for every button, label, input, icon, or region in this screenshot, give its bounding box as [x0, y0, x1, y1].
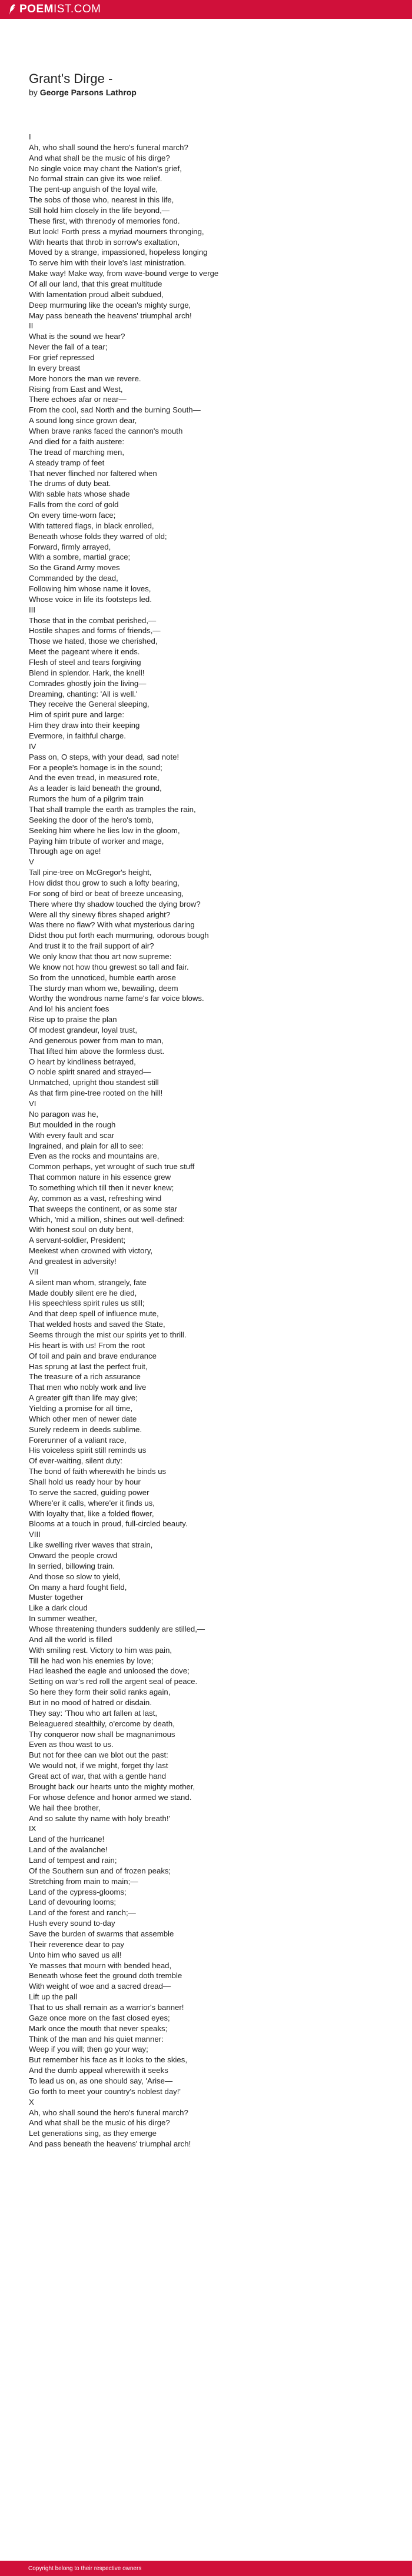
poem-line: These first, with threnody of memories fond.	[29, 216, 180, 225]
poem-line: Of toil and pain and brave endurance	[29, 1351, 157, 1360]
poem-line: With hearts that throb in sorrow's exaltation,	[29, 237, 180, 247]
poem-line: They say: 'Thou who art fallen at last,	[29, 1708, 158, 1718]
poem-line: With every fault and scar	[29, 1130, 115, 1140]
poem-line: Meet the pageant where it ends.	[29, 647, 140, 657]
poem-line: More honors the man we revere.	[29, 374, 141, 383]
poem-line: No paragon was he,	[29, 1109, 99, 1119]
poem-line: The pent-up anguish of the loyal wife,	[29, 185, 158, 194]
poem-line: And greatest in adversity!	[29, 1256, 117, 1266]
poem-line: So here they form their solid ranks again,	[29, 1688, 171, 1697]
poem-line: VI	[29, 1099, 36, 1109]
poem-line: But not for thee can we blot out the past:	[29, 1750, 168, 1760]
poem-line: Land of the forest and ranch;—	[29, 1908, 136, 1918]
poem-line: Didst thou put forth each murmuring, odorous bough	[29, 931, 209, 940]
poem-line: IV	[29, 741, 36, 751]
poem-line: And the dumb appeal wherewith it seeks	[29, 2066, 168, 2075]
poem-line: A steady tramp of feet	[29, 458, 105, 467]
poem-line: Land of the cypress-glooms;	[29, 1887, 127, 1896]
poem-line: Shall hold us ready hour by hour	[29, 1477, 141, 1486]
poem-line: Beleaguered stealthily, o'ercome by death,	[29, 1719, 175, 1728]
poem-line: On every time-worn face;	[29, 510, 116, 520]
poem-line: With honest soul on duty bent,	[29, 1225, 134, 1234]
poem-line: Him they draw into their keeping	[29, 721, 140, 730]
poem-line: And that deep spell of influence mute,	[29, 1309, 159, 1319]
poem-line: Beneath whose feet the ground doth tremble	[29, 1971, 182, 1981]
poem-line: Land of tempest and rain;	[29, 1855, 117, 1865]
poem-line: And generous power from man to man,	[29, 1036, 164, 1045]
logo-light-text: IST.COM	[53, 3, 101, 15]
poem-line: Meekest when crowned with victory,	[29, 1246, 153, 1256]
poem-line: In every breast	[29, 363, 81, 372]
poem-line: IX	[29, 1824, 36, 1833]
poem-line: We only know that thou art now supreme:	[29, 952, 172, 961]
poem-line: Through age on age!	[29, 847, 101, 856]
poem-line: Rumors the hum of a pilgrim train	[29, 794, 144, 804]
poem-title: Grant's Dirge -	[29, 71, 113, 86]
site-logo[interactable]	[8, 4, 101, 15]
poem-line: Of modest grandeur, loyal trust,	[29, 1026, 137, 1035]
poem-line: That to us shall remain as a warrior's banner!	[29, 2002, 184, 2012]
poem-line: The bond of faith wherewith he binds us	[29, 1467, 167, 1476]
poem-line: Ye masses that mourn with bended head,	[29, 1961, 172, 1970]
poem-line: Stretching from main to main;—	[29, 1876, 138, 1886]
poem-line: Which other men of newer date	[29, 1414, 137, 1423]
poem-line: In serried, billowing train.	[29, 1561, 115, 1570]
poem-line: Were all thy sinewy fibres shaped aright?	[29, 910, 171, 919]
poem-line: Mark once the mouth that never speaks;	[29, 2023, 168, 2033]
poem-line: Yielding a promise for all time,	[29, 1403, 133, 1413]
poem-line: A servant-soldier, President;	[29, 1236, 126, 1245]
poem-line: His heart is with us! From the root	[29, 1340, 145, 1350]
poem-line: Rising from East and West,	[29, 384, 123, 394]
quill-pen-icon	[8, 4, 16, 15]
poem-line: Those that in the combat perished,—	[29, 615, 157, 625]
poem-line: But remember his face as it looks to the skies,	[29, 2055, 187, 2065]
poem-line: Still hold him closely in the life beyond,—	[29, 206, 170, 215]
poem-line: And what shall be the music of his dirge?	[29, 153, 170, 162]
poem-line: That welded hosts and saved the State,	[29, 1320, 165, 1329]
poem-line: Gaze once more on the fast closed eyes;	[29, 2013, 170, 2022]
poem-line: And pass beneath the heavens' triumphal arch!	[29, 2139, 191, 2149]
poem-line: Forward, firmly arrayed,	[29, 542, 111, 551]
poem-line: Lift up the pall	[29, 1992, 78, 2002]
poem-line: Land of the avalanche!	[29, 1845, 108, 1855]
poem-line: A sound long since grown dear,	[29, 416, 137, 425]
footer-bar	[0, 2561, 412, 2576]
poem-line: II	[29, 321, 34, 331]
poem-line: Even as the rocks and mountains are,	[29, 1151, 160, 1161]
poem-line: Weep if you will; then go your way;	[29, 2045, 148, 2054]
poem-line: And those so slow to yield,	[29, 1572, 121, 1581]
poem-line: As a leader is laid beneath the ground,	[29, 784, 162, 793]
poem-line: VIII	[29, 1530, 41, 1539]
poem-line: May pass beneath the heavens' triumphal arch!	[29, 311, 192, 320]
poem-line: Beneath whose folds they warred of old;	[29, 531, 167, 541]
poem-line: Hush every sound to-day	[29, 1919, 115, 1928]
poem-line: To serve him with their love's last ministration.	[29, 258, 187, 268]
poem-line: His speechless spirit rules us still;	[29, 1299, 145, 1308]
poem-line: Common perhaps, yet wrought of such true stuff	[29, 1162, 195, 1171]
poem-line: With loyalty that, like a folded flower,	[29, 1509, 154, 1518]
poem-line: Ingrained, and plain for all to see:	[29, 1141, 144, 1150]
poem-line: Brought back our hearts unto the mighty mother,	[29, 1782, 195, 1791]
poem-line: For grief repressed	[29, 353, 95, 362]
poem-line: And all the world is filled	[29, 1635, 112, 1644]
poem-line: Great act of war, that with a gentle hand	[29, 1772, 167, 1781]
poem-line: That common nature in his essence grew	[29, 1173, 171, 1182]
poem-line: And what shall be the music of his dirge?	[29, 2118, 170, 2128]
poem-line: And the even tread, in measured rote,	[29, 773, 160, 783]
poem-line: As that firm pine-tree rooted on the hill!	[29, 1089, 163, 1098]
poem-line: O noble spirit snared and strayed—	[29, 1067, 151, 1077]
poem-line: There echoes afar or near—	[29, 395, 127, 404]
poem-line: Has sprung at last the perfect fruit,	[29, 1362, 148, 1371]
poem-line: Land of devouring looms;	[29, 1898, 117, 1907]
poem-line: Ah, who shall sound the hero's funeral march?	[29, 2108, 188, 2117]
poem-line: Of ever-waiting, silent duty:	[29, 1456, 123, 1466]
poem-line: Where'er it calls, where'er it finds us,	[29, 1498, 155, 1507]
poem-line: Think of the man and his quiet manner:	[29, 2034, 164, 2044]
poem-line: To lead us on, as one should say, 'Arise—	[29, 2076, 173, 2085]
poem-line: VII	[29, 1267, 39, 1276]
poem-line: Of the Southern sun and of frozen peaks;	[29, 1866, 171, 1875]
poem-line: We would not, if we might, forget thy last	[29, 1761, 168, 1770]
poem-line: On many a hard fought field,	[29, 1582, 127, 1592]
poem-line: Him of spirit pure and large:	[29, 710, 124, 720]
poem-line: X	[29, 2097, 34, 2106]
poem-line: That men who nobly work and live	[29, 1383, 147, 1392]
poem-line: Commanded by the dead,	[29, 574, 118, 583]
poem-line: Paying him tribute of worker and mage,	[29, 836, 164, 846]
poem-line: Go forth to meet your country's noblest day!'	[29, 2086, 181, 2096]
poem-line: How didst thou grow to such a lofty bearing,	[29, 878, 180, 888]
poem-line: And lo! his ancient foes	[29, 1004, 109, 1014]
byline-prefix: by	[29, 88, 38, 97]
poem-line: Like swelling river waves that strain,	[29, 1540, 153, 1550]
poem-line: But look! Forth press a myriad mourners thronging,	[29, 227, 204, 236]
poem-line: Dreaming, chanting: 'All is well.'	[29, 689, 138, 698]
poem-line: The sturdy man whom we, bewailing, deem	[29, 983, 178, 993]
poem-line: O heart by kindliness betrayed,	[29, 1057, 136, 1066]
poem-line: And died for a faith austere:	[29, 437, 125, 446]
poem-line: Those we hated, those we cherished,	[29, 637, 158, 646]
poem-line: Blend in splendor. Hark, the knell!	[29, 668, 145, 677]
poem-line: With lamentation proud albeit subdued,	[29, 289, 164, 299]
top-bar	[0, 0, 412, 19]
poem-body	[29, 132, 394, 2149]
poem-line: There where thy shadow touched the dying brow?	[29, 899, 201, 908]
poem-line: With tattered flags, in black enrolled,	[29, 521, 154, 530]
poem-line: Their reverence dear to pay	[29, 1939, 124, 1949]
poem-line: Let generations sing, as they emerge	[29, 2129, 157, 2138]
poem-line: So from the unnoticed, humble earth arose	[29, 973, 176, 982]
poem-line: Blooms at a touch in proud, full-circled beauty.	[29, 1519, 188, 1529]
poem-line: His voiceless spirit still reminds us	[29, 1446, 147, 1455]
poem-line: Tall pine-tree on McGregor's height,	[29, 868, 152, 877]
poem-line: No single voice may chant the Nation's grief,	[29, 164, 182, 173]
poem-line: Deep murmuring like the ocean's mighty surge,	[29, 300, 191, 309]
poem-line: Evermore, in faithful charge.	[29, 731, 126, 740]
poem-line: Of all our land, that this great multitude	[29, 279, 162, 289]
poem-line: Onward the people crowd	[29, 1551, 118, 1560]
poem-line: Seeking him where he lies low in the gloom,	[29, 826, 180, 835]
poem-line: They receive the General sleeping,	[29, 700, 149, 709]
poem-line: Ay, common as a vast, refreshing wind	[29, 1193, 162, 1203]
poem-line: The sobs of those who, nearest in this life,	[29, 195, 174, 205]
copyright-notice: Copyright belong to their respective owners	[28, 2565, 142, 2572]
poem-line: Whose threatening thunders suddenly are stilled,—	[29, 1625, 205, 1634]
poem-line: Hostile shapes and forms of friends,—	[29, 626, 161, 635]
poem-line: Rise up to praise the plan	[29, 1015, 117, 1024]
poem-line: Make way! Make way, from wave-bound verge to verge	[29, 269, 219, 278]
poem-line: Moved by a strange, impassioned, hopeless longing	[29, 248, 208, 257]
poem-line: Unto him who saved us all!	[29, 1950, 122, 1959]
author-link[interactable]: George Parsons Lathrop	[39, 88, 137, 97]
poem-line: No formal strain can give its woe relief.	[29, 174, 162, 184]
poem-line: And so salute thy name with holy breath!'	[29, 1813, 171, 1823]
poem-line: That never flinched nor faltered when	[29, 468, 157, 478]
poem-line: III	[29, 605, 35, 614]
poem-line: Like a dark cloud	[29, 1603, 88, 1613]
poem-line: When brave ranks faced the cannon's mouth	[29, 427, 183, 436]
poem-line: With sable hats whose shade	[29, 490, 130, 499]
poem-line: Flesh of steel and tears forgiving	[29, 657, 141, 667]
poem-line: Muster together	[29, 1593, 84, 1602]
poem-line: Land of the hurricane!	[29, 1835, 105, 1844]
poem-line: Forerunner of a valiant race,	[29, 1435, 127, 1445]
logo-wordmark	[19, 4, 101, 15]
byline	[29, 87, 137, 98]
poem-line: Ah, who shall sound the hero's funeral march?	[29, 142, 188, 152]
poem-line: Setting on war's red roll the argent seal of peace.	[29, 1677, 198, 1686]
poem-line: Seeking the door of the hero's tomb,	[29, 815, 154, 824]
poem-line: Unmatched, upright thou standest still	[29, 1078, 159, 1087]
poem-line: Pass on, O steps, with your dead, sad note!	[29, 752, 180, 761]
poem-line: Seems through the mist our spirits yet to thrill.	[29, 1330, 187, 1339]
poem-line: To serve the sacred, guiding power	[29, 1487, 149, 1497]
poem-line: Thy conqueror now shall be magnanimous	[29, 1729, 175, 1739]
poem-line: But moulded in the rough	[29, 1120, 116, 1129]
poem-line: That shall trample the earth as tramples the rain,	[29, 805, 196, 814]
poem-line: For whose defence and honor armed we stand.	[29, 1792, 192, 1802]
poem-line: From the cool, sad North and the burning South—	[29, 405, 201, 415]
logo-bold-text: POEM	[19, 3, 54, 15]
poem-line: What is the sound we hear?	[29, 332, 125, 341]
poem-line: To something which till then it never knew;	[29, 1183, 174, 1192]
poem-line: With smiling rest. Victory to him was pain,	[29, 1645, 172, 1655]
poem-line: Worthy the wondrous name fame's far voice blows.	[29, 994, 204, 1003]
poem-line: The tread of marching men,	[29, 447, 124, 457]
poem-line: So the Grand Army moves	[29, 563, 120, 573]
poem-line: Had leashed the eagle and unloosed the dove;	[29, 1666, 190, 1676]
poem-line: With a sombre, martial grace;	[29, 553, 131, 562]
poem-line: For song of bird or beat of breeze unceasing,	[29, 888, 184, 898]
poem-line: With weight of woe and a sacred dread—	[29, 1982, 171, 1991]
poem-line: We know not how thou grewest so tall and fair.	[29, 962, 189, 971]
poem-line: We hail thee brother,	[29, 1803, 101, 1812]
poem-line: Surely redeem in deeds sublime.	[29, 1425, 142, 1434]
poem-line: Made doubly silent ere he died,	[29, 1288, 137, 1297]
poem-line: And trust it to the frail support of air?	[29, 941, 154, 951]
poem-line: Till he had won his enemies by love;	[29, 1656, 154, 1665]
poem-line: A greater gift than life may give;	[29, 1393, 138, 1403]
poem-line: I	[29, 132, 31, 141]
poem-line: Comrades ghostly join the living—	[29, 678, 147, 688]
poem-line: Falls from the cord of gold	[29, 500, 119, 510]
poem-line: That lifted him above the formless dust.	[29, 1046, 165, 1056]
poem-line: Which, 'mid a million, shines out well-defined:	[29, 1214, 185, 1224]
poem-line: That sweeps the continent, or as some star	[29, 1204, 178, 1213]
poem-line: In summer weather,	[29, 1614, 97, 1623]
poem-line: Was there no flaw? With what mysterious daring	[29, 920, 195, 930]
poem-line: The treasure of a rich assurance	[29, 1372, 141, 1382]
poem-line: Following him whose name it loves,	[29, 584, 151, 593]
poem-line: Whose voice in life its footsteps led.	[29, 594, 152, 604]
poem-line: Never the fall of a tear;	[29, 342, 108, 352]
poem-line: For a people's homage is in the sound;	[29, 763, 162, 772]
poem-line: A silent man whom, strangely, fate	[29, 1277, 147, 1287]
poem-line: Save the burden of swarms that assemble	[29, 1929, 174, 1938]
poem-line: But in no mood of hatred or disdain.	[29, 1698, 152, 1708]
poem-line: The drums of duty beat.	[29, 479, 111, 488]
poem-line: V	[29, 857, 34, 867]
poem-line: Even as thou wast to us.	[29, 1740, 114, 1749]
